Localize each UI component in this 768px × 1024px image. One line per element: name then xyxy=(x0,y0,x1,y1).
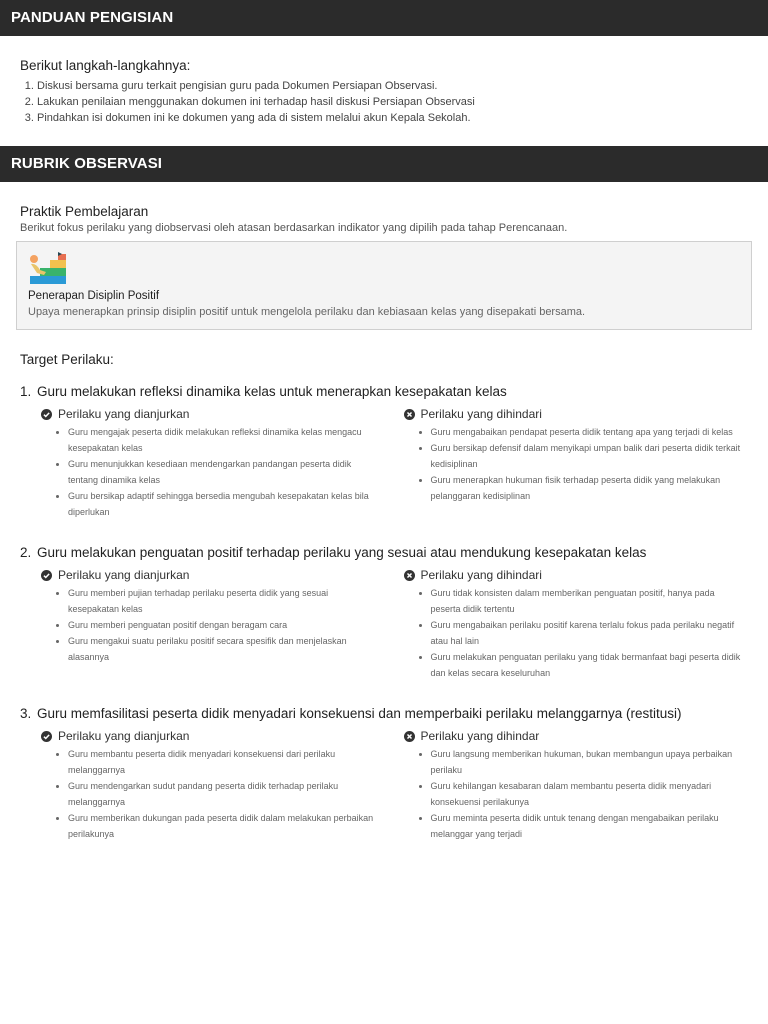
section-header-rubric: RUBRIK OBSERVASI xyxy=(0,146,768,182)
check-circle-icon xyxy=(41,731,52,742)
guide-section xyxy=(0,36,768,126)
recommended-column xyxy=(41,568,386,681)
practice-section xyxy=(0,182,768,234)
recommended-list xyxy=(41,424,386,520)
avoided-column xyxy=(404,407,749,520)
list-item: • Guru mengakui suatu perilaku positif secara spesifik dan menjelaskan alasannya xyxy=(68,633,386,665)
list-item: • Guru mengabaikan pendapat peserta didik tentang apa yang terjadi di kelas xyxy=(431,424,749,440)
x-circle-icon xyxy=(404,570,415,581)
behavior-text: Guru melakukan refleksi dinamika kelas untuk menerapkan kesepakatan kelas xyxy=(37,384,507,399)
avoided-header xyxy=(404,568,749,582)
recommended-header xyxy=(41,729,386,743)
recommended-label: Perilaku yang dianjurkan xyxy=(58,407,190,421)
check-circle-icon xyxy=(41,570,52,581)
practice-desc: Berikut fokus perilaku yang diobservasi oleh atasan berdasarkan indikator yang dipilih pada tahap Perencanaan. xyxy=(20,222,568,234)
avoided-label: Perilaku yang dihindar xyxy=(420,729,540,743)
avoided-header xyxy=(404,407,749,421)
behavior-number: 1. xyxy=(20,384,32,399)
guide-title: Berikut langkah-langkahnya: xyxy=(20,58,191,73)
list-item: • Guru menerapkan hukuman fisik terhadap peserta didik yang melakukan pelanggaran kedisiplinan xyxy=(431,472,749,504)
behavior-2 xyxy=(20,544,748,681)
focus-name: Penerapan Disiplin Positif xyxy=(28,290,160,302)
behavior-columns xyxy=(20,568,748,681)
list-item: • Guru memberi pujian terhadap perilaku peserta didik yang sesuai kesepakatan kelas xyxy=(68,585,386,617)
guide-step: 3. Pindahkan isi dokumen ini ke dokumen yang ada di sistem melalui akun Kepala Sekolah. xyxy=(37,110,748,126)
check-circle-icon xyxy=(41,409,52,420)
behavior-number: 3. xyxy=(20,706,32,721)
list-item: • Guru kehilangan kesabaran dalam membantu peserta didik menyadari konsekuensi perilakunya xyxy=(431,778,749,810)
recommended-list xyxy=(41,746,386,842)
behavior-1 xyxy=(20,383,748,520)
list-item: • Guru menunjukkan kesediaan mendengarkan pandangan peserta didik tentang dinamika kelas xyxy=(68,456,386,488)
avoided-label: Perilaku yang dihindari xyxy=(420,568,542,582)
x-circle-icon xyxy=(404,409,415,420)
section-header-guide: PANDUAN PENGISIAN xyxy=(0,0,768,36)
list-item: • Guru memberikan dukungan pada peserta didik dalam melakukan perbaikan perilakunya xyxy=(68,810,386,842)
list-item: • Guru mengabaikan perilaku positif karena terlalu fokus pada perilaku negatif atau hal lain xyxy=(431,617,749,649)
recommended-header xyxy=(41,568,386,582)
avoided-list xyxy=(404,585,749,681)
list-item: • Guru memberi penguatan positif dengan beragam cara xyxy=(68,617,386,633)
behavior-number: 2. xyxy=(20,545,32,560)
avoided-column xyxy=(404,729,749,842)
list-item: • Guru membantu peserta didik menyadari konsekuensi dari perilaku melanggarnya xyxy=(68,746,386,778)
avoided-list xyxy=(404,746,749,842)
practice-title: Praktik Pembelajaran xyxy=(20,204,149,219)
behavior-columns xyxy=(20,729,748,842)
avoided-label: Perilaku yang dihindari xyxy=(420,407,542,421)
list-item: • Guru langsung memberikan hukuman, bukan membangun upaya perbaikan perilaku xyxy=(431,746,749,778)
list-item: • Guru bersikap adaptif sehingga bersedia mengubah kesepakatan kelas bila diperlukan xyxy=(68,488,386,520)
focus-box xyxy=(16,241,752,330)
behavior-title xyxy=(20,705,748,722)
avoided-column xyxy=(404,568,749,681)
target-title: Target Perilaku: xyxy=(20,352,114,367)
list-item: • Guru melakukan penguatan perilaku yang tidak bermanfaat bagi peserta didik dan kelas secara keseluruhan xyxy=(431,649,749,681)
recommended-column xyxy=(41,729,386,842)
behavior-columns xyxy=(20,407,748,520)
x-circle-icon xyxy=(404,731,415,742)
behavior-text: Guru memfasilitasi peserta didik menyadari konsekuensi dan memperbaiki perilaku melanggarnya (restitusi) xyxy=(37,706,682,721)
list-item: • Guru bersikap defensif dalam menyikapi umpan balik dari peserta didik terkait kedisiplinan xyxy=(431,440,749,472)
list-item: • Guru tidak konsisten dalam memberikan penguatan positif, hanya pada peserta didik tertentu xyxy=(431,585,749,617)
recommended-header xyxy=(41,407,386,421)
list-item: • Guru meminta peserta didik untuk tenang dengan mengabaikan perilaku melanggar yang terjadi xyxy=(431,810,749,842)
guide-steps xyxy=(20,78,748,126)
behavior-title xyxy=(20,383,748,400)
guide-step: 2. Lakukan penilaian menggunakan dokumen ini terhadap hasil diskusi Persiapan Observasi xyxy=(37,94,748,110)
list-item: • Guru mendengarkan sudut pandang peserta didik terhadap perilaku melanggarnya xyxy=(68,778,386,810)
recommended-column xyxy=(41,407,386,520)
stairs-climb-icon xyxy=(28,252,68,286)
avoided-list xyxy=(404,424,749,504)
recommended-label: Perilaku yang dianjurkan xyxy=(58,729,190,743)
list-item: • Guru mengajak peserta didik melakukan refleksi dinamika kelas mengacu kesepakatan kelas xyxy=(68,424,386,456)
recommended-label: Perilaku yang dianjurkan xyxy=(58,568,190,582)
behavior-title xyxy=(20,544,748,561)
recommended-list xyxy=(41,585,386,665)
behavior-3 xyxy=(20,705,748,842)
behavior-text: Guru melakukan penguatan positif terhadap perilaku yang sesuai atau mendukung kesepakatan kelas xyxy=(37,545,647,560)
avoided-header xyxy=(404,729,749,743)
focus-desc: Upaya menerapkan prinsip disiplin positif untuk mengelola perilaku dan kebiasaan kelas yang disepakati bersama. xyxy=(28,306,586,318)
target-section xyxy=(0,330,768,842)
guide-step: 1. Diskusi bersama guru terkait pengisian guru pada Dokumen Persiapan Observasi. xyxy=(37,78,748,94)
